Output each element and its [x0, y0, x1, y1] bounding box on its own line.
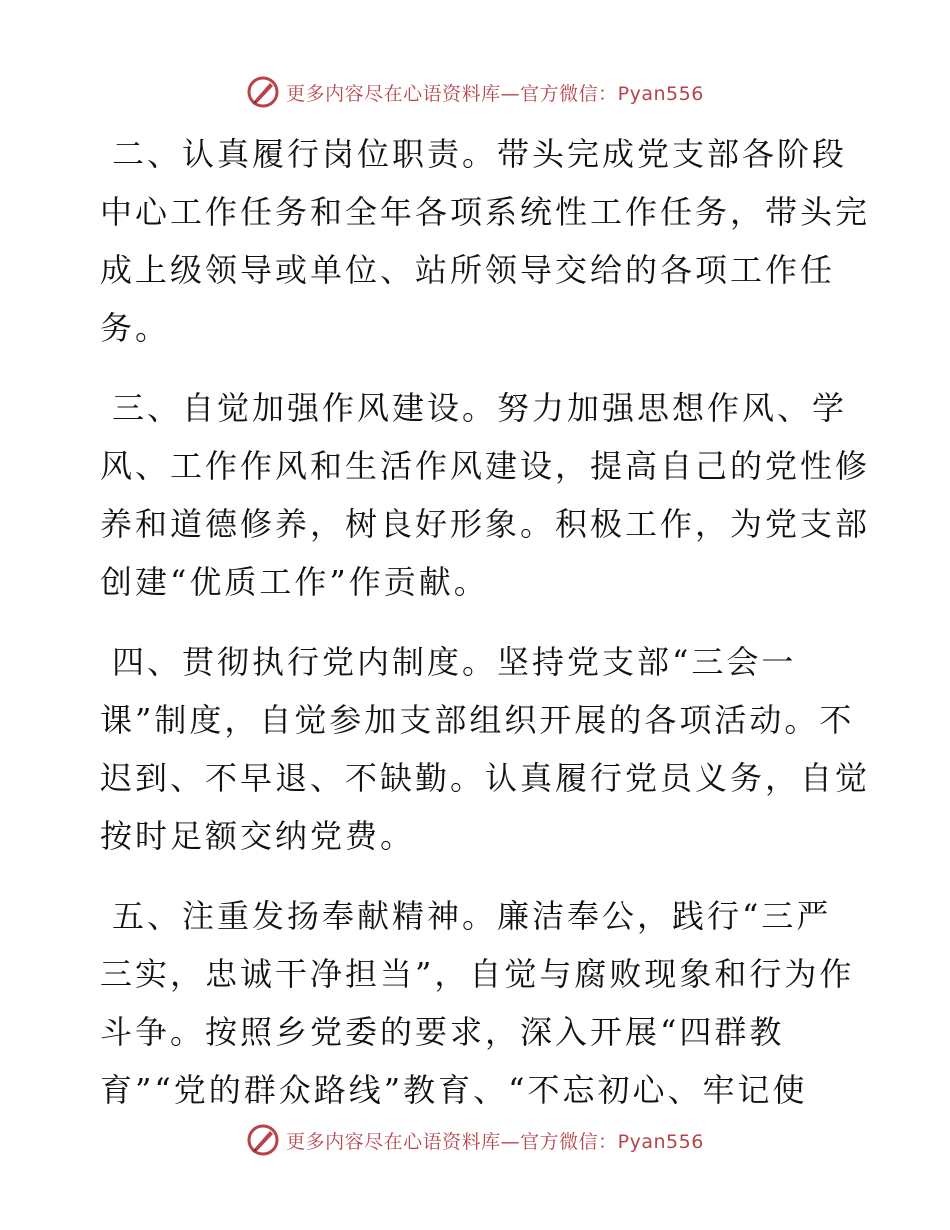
text-line: 风、工作作风和生活作风建设，提高自己的党性修 [100, 447, 871, 485]
pen-quill-circle-icon [246, 1123, 280, 1157]
watermark-footer [0, 1120, 950, 1160]
text-line: 五、注重发扬奉献精神。廉洁奉公，践行“三严 [112, 897, 832, 935]
watermark-header [0, 72, 950, 112]
text-line: 中心工作任务和全年各项系统性工作任务，带头完 [100, 193, 871, 231]
text-line: 按时足额交纳党费。 [100, 817, 416, 855]
text-line: 创建“优质工作”作贡献。 [100, 563, 489, 601]
paragraph-5 [100, 887, 855, 1119]
watermark-text: 更多内容尽在心语资料库—官方微信：Pyan556 [286, 1130, 704, 1153]
text-line: 斗争。按照乡党委的要求，深入开展“四群教 [100, 1013, 785, 1051]
text-line: 务。 [100, 309, 171, 347]
text-line: 三实，忠诚干净担当”，自觉与腐败现象和行为作 [100, 955, 855, 993]
text-line: 育”“党的群众路线”教育、“不忘初心、牢记使 [100, 1071, 808, 1109]
paragraph-4 [100, 633, 871, 865]
pen-quill-circle-icon [246, 75, 280, 109]
document-body [100, 125, 871, 1141]
text-line: 课”制度，自觉参加支部组织开展的各项活动。不 [100, 701, 855, 739]
paragraph-2 [100, 125, 871, 357]
paragraph-3 [100, 379, 871, 611]
text-line: 成上级领导或单位、站所领导交给的各项工作任 [100, 251, 836, 289]
text-line: 四、贯彻执行党内制度。坚持党支部“三会一 [112, 643, 797, 681]
text-line: 养和道德修养，树良好形象。积极工作，为党支部 [100, 505, 871, 543]
text-line: 二、认真履行岗位职责。带头完成党支部各阶段 [112, 135, 848, 173]
text-line: 迟到、不早退、不缺勤。认真履行党员义务，自觉 [100, 759, 871, 797]
watermark-text: 更多内容尽在心语资料库—官方微信：Pyan556 [286, 82, 704, 105]
text-line: 三、自觉加强作风建设。努力加强思想作风、学 [112, 389, 848, 427]
